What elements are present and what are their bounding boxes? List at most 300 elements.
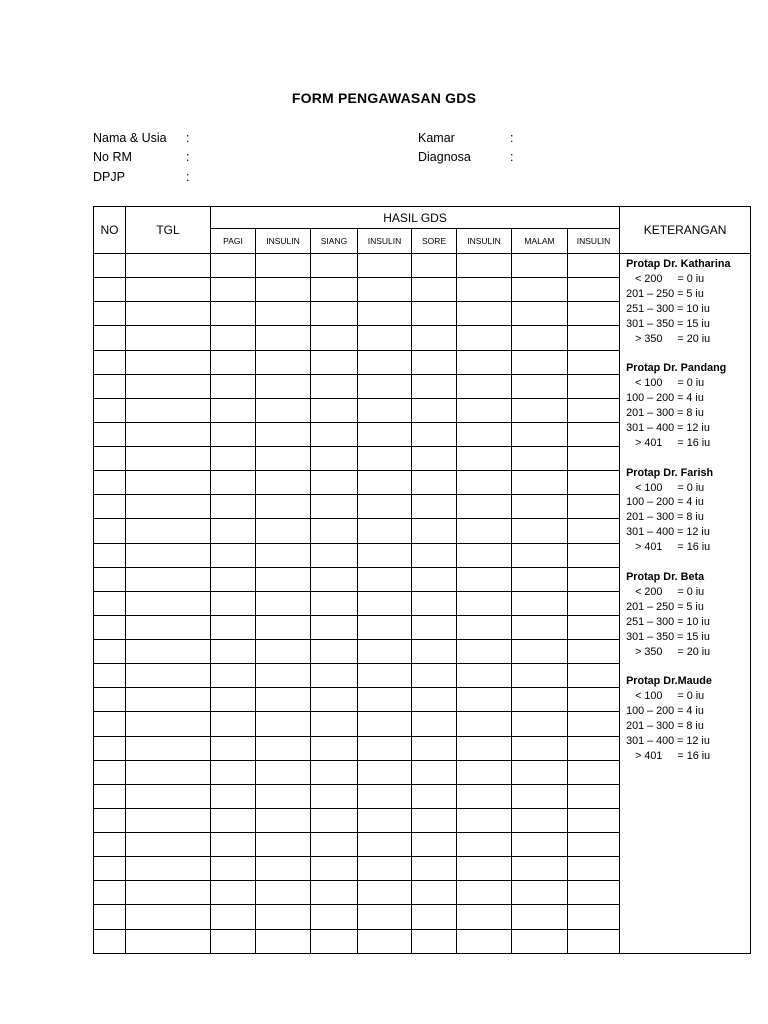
cell-insulin-siang[interactable] xyxy=(358,543,412,567)
cell-insulin-pagi[interactable] xyxy=(256,374,311,398)
protocol-block xyxy=(626,257,750,346)
cell-sore[interactable] xyxy=(412,326,457,350)
cell-siang[interactable] xyxy=(311,374,358,398)
cell-insulin-pagi[interactable] xyxy=(256,591,311,615)
cell-malam[interactable] xyxy=(512,615,568,639)
cell-siang[interactable] xyxy=(311,688,358,712)
cell-insulin-malam[interactable] xyxy=(568,615,620,639)
cell-insulin-siang[interactable] xyxy=(358,326,412,350)
cell-pagi[interactable] xyxy=(211,615,256,639)
cell-insulin-malam[interactable] xyxy=(568,688,620,712)
cell-sore[interactable] xyxy=(412,495,457,519)
cell-siang[interactable] xyxy=(311,760,358,784)
cell-siang[interactable] xyxy=(311,808,358,832)
cell-pagi[interactable] xyxy=(211,326,256,350)
cell-insulin-malam[interactable] xyxy=(568,302,620,326)
cell-malam[interactable] xyxy=(512,398,568,422)
cell-no[interactable] xyxy=(94,326,126,350)
cell-insulin-sore[interactable] xyxy=(457,447,512,471)
cell-insulin-malam[interactable] xyxy=(568,640,620,664)
cell-insulin-pagi[interactable] xyxy=(256,254,311,278)
cell-tgl[interactable] xyxy=(126,881,211,905)
cell-malam[interactable] xyxy=(512,302,568,326)
cell-malam[interactable] xyxy=(512,929,568,954)
cell-malam[interactable] xyxy=(512,736,568,760)
cell-no[interactable] xyxy=(94,881,126,905)
cell-insulin-sore[interactable] xyxy=(457,374,512,398)
cell-insulin-malam[interactable] xyxy=(568,808,620,832)
cell-insulin-malam[interactable] xyxy=(568,712,620,736)
cell-pagi[interactable] xyxy=(211,254,256,278)
cell-no[interactable] xyxy=(94,736,126,760)
cell-sore[interactable] xyxy=(412,567,457,591)
cell-tgl[interactable] xyxy=(126,591,211,615)
cell-tgl[interactable] xyxy=(126,640,211,664)
cell-siang[interactable] xyxy=(311,326,358,350)
cell-sore[interactable] xyxy=(412,398,457,422)
cell-no[interactable] xyxy=(94,567,126,591)
cell-siang[interactable] xyxy=(311,471,358,495)
cell-siang[interactable] xyxy=(311,591,358,615)
cell-sore[interactable] xyxy=(412,712,457,736)
cell-insulin-siang[interactable] xyxy=(358,881,412,905)
cell-insulin-siang[interactable] xyxy=(358,254,412,278)
cell-sore[interactable] xyxy=(412,374,457,398)
cell-tgl[interactable] xyxy=(126,302,211,326)
cell-insulin-siang[interactable] xyxy=(358,905,412,929)
cell-insulin-siang[interactable] xyxy=(358,736,412,760)
cell-insulin-malam[interactable] xyxy=(568,519,620,543)
cell-tgl[interactable] xyxy=(126,422,211,446)
cell-insulin-malam[interactable] xyxy=(568,857,620,881)
cell-insulin-siang[interactable] xyxy=(358,760,412,784)
cell-tgl[interactable] xyxy=(126,615,211,639)
cell-siang[interactable] xyxy=(311,833,358,857)
cell-no[interactable] xyxy=(94,664,126,688)
cell-siang[interactable] xyxy=(311,567,358,591)
cell-insulin-sore[interactable] xyxy=(457,302,512,326)
cell-tgl[interactable] xyxy=(126,905,211,929)
cell-malam[interactable] xyxy=(512,833,568,857)
cell-insulin-malam[interactable] xyxy=(568,833,620,857)
cell-sore[interactable] xyxy=(412,808,457,832)
cell-siang[interactable] xyxy=(311,857,358,881)
cell-insulin-siang[interactable] xyxy=(358,615,412,639)
cell-sore[interactable] xyxy=(412,519,457,543)
cell-malam[interactable] xyxy=(512,760,568,784)
cell-insulin-pagi[interactable] xyxy=(256,736,311,760)
cell-insulin-pagi[interactable] xyxy=(256,712,311,736)
cell-siang[interactable] xyxy=(311,495,358,519)
cell-malam[interactable] xyxy=(512,447,568,471)
cell-pagi[interactable] xyxy=(211,302,256,326)
cell-no[interactable] xyxy=(94,543,126,567)
cell-insulin-pagi[interactable] xyxy=(256,422,311,446)
cell-malam[interactable] xyxy=(512,640,568,664)
cell-insulin-pagi[interactable] xyxy=(256,857,311,881)
cell-tgl[interactable] xyxy=(126,495,211,519)
cell-tgl[interactable] xyxy=(126,254,211,278)
cell-pagi[interactable] xyxy=(211,519,256,543)
cell-insulin-siang[interactable] xyxy=(358,591,412,615)
cell-insulin-siang[interactable] xyxy=(358,398,412,422)
cell-insulin-pagi[interactable] xyxy=(256,326,311,350)
cell-insulin-siang[interactable] xyxy=(358,471,412,495)
cell-pagi[interactable] xyxy=(211,784,256,808)
field-no-rm[interactable] xyxy=(93,150,373,166)
cell-no[interactable] xyxy=(94,929,126,954)
cell-siang[interactable] xyxy=(311,640,358,664)
cell-pagi[interactable] xyxy=(211,278,256,302)
cell-malam[interactable] xyxy=(512,905,568,929)
cell-tgl[interactable] xyxy=(126,688,211,712)
cell-siang[interactable] xyxy=(311,615,358,639)
cell-insulin-siang[interactable] xyxy=(358,374,412,398)
cell-insulin-sore[interactable] xyxy=(457,471,512,495)
cell-malam[interactable] xyxy=(512,278,568,302)
cell-insulin-malam[interactable] xyxy=(568,254,620,278)
cell-malam[interactable] xyxy=(512,567,568,591)
cell-insulin-pagi[interactable] xyxy=(256,350,311,374)
cell-sore[interactable] xyxy=(412,857,457,881)
cell-siang[interactable] xyxy=(311,398,358,422)
protocol-dose-line: < 200 = 0 iu xyxy=(626,585,705,598)
cell-insulin-malam[interactable] xyxy=(568,567,620,591)
cell-siang[interactable] xyxy=(311,302,358,326)
cell-no[interactable] xyxy=(94,808,126,832)
cell-no[interactable] xyxy=(94,495,126,519)
cell-insulin-pagi[interactable] xyxy=(256,495,311,519)
cell-insulin-pagi[interactable] xyxy=(256,447,311,471)
cell-malam[interactable] xyxy=(512,543,568,567)
cell-tgl[interactable] xyxy=(126,350,211,374)
cell-insulin-sore[interactable] xyxy=(457,929,512,954)
cell-insulin-siang[interactable] xyxy=(358,302,412,326)
cell-malam[interactable] xyxy=(512,857,568,881)
cell-malam[interactable] xyxy=(512,881,568,905)
cell-insulin-malam[interactable] xyxy=(568,374,620,398)
cell-insulin-sore[interactable] xyxy=(457,591,512,615)
cell-tgl[interactable] xyxy=(126,278,211,302)
cell-siang[interactable] xyxy=(311,881,358,905)
cell-pagi[interactable] xyxy=(211,664,256,688)
cell-insulin-siang[interactable] xyxy=(358,688,412,712)
cell-no[interactable] xyxy=(94,833,126,857)
cell-pagi[interactable] xyxy=(211,640,256,664)
cell-insulin-pagi[interactable] xyxy=(256,398,311,422)
cell-pagi[interactable] xyxy=(211,857,256,881)
cell-insulin-siang[interactable] xyxy=(358,519,412,543)
cell-tgl[interactable] xyxy=(126,543,211,567)
cell-siang[interactable] xyxy=(311,422,358,446)
cell-no[interactable] xyxy=(94,640,126,664)
cell-pagi[interactable] xyxy=(211,905,256,929)
cell-insulin-pagi[interactable] xyxy=(256,808,311,832)
cell-sore[interactable] xyxy=(412,881,457,905)
cell-tgl[interactable] xyxy=(126,326,211,350)
cell-no[interactable] xyxy=(94,615,126,639)
cell-insulin-sore[interactable] xyxy=(457,881,512,905)
cell-insulin-pagi[interactable] xyxy=(256,760,311,784)
cell-pagi[interactable] xyxy=(211,543,256,567)
cell-insulin-pagi[interactable] xyxy=(256,784,311,808)
cell-insulin-siang[interactable] xyxy=(358,495,412,519)
cell-insulin-sore[interactable] xyxy=(457,278,512,302)
cell-no[interactable] xyxy=(94,447,126,471)
cell-pagi[interactable] xyxy=(211,688,256,712)
cell-malam[interactable] xyxy=(512,326,568,350)
cell-insulin-sore[interactable] xyxy=(457,905,512,929)
cell-no[interactable] xyxy=(94,398,126,422)
cell-insulin-sore[interactable] xyxy=(457,398,512,422)
cell-malam[interactable] xyxy=(512,422,568,446)
cell-pagi[interactable] xyxy=(211,760,256,784)
cell-insulin-malam[interactable] xyxy=(568,591,620,615)
cell-insulin-malam[interactable] xyxy=(568,447,620,471)
cell-malam[interactable] xyxy=(512,519,568,543)
cell-sore[interactable] xyxy=(412,447,457,471)
cell-pagi[interactable] xyxy=(211,929,256,954)
cell-no[interactable] xyxy=(94,471,126,495)
cell-insulin-sore[interactable] xyxy=(457,326,512,350)
cell-sore[interactable] xyxy=(412,736,457,760)
cell-insulin-pagi[interactable] xyxy=(256,664,311,688)
cell-siang[interactable] xyxy=(311,905,358,929)
cell-insulin-sore[interactable] xyxy=(457,254,512,278)
cell-pagi[interactable] xyxy=(211,447,256,471)
cell-sore[interactable] xyxy=(412,640,457,664)
cell-siang[interactable] xyxy=(311,784,358,808)
cell-insulin-malam[interactable] xyxy=(568,881,620,905)
cell-pagi[interactable] xyxy=(211,471,256,495)
cell-sore[interactable] xyxy=(412,905,457,929)
cell-insulin-malam[interactable] xyxy=(568,736,620,760)
cell-tgl[interactable] xyxy=(126,374,211,398)
cell-siang[interactable] xyxy=(311,929,358,954)
cell-malam[interactable] xyxy=(512,664,568,688)
cell-siang[interactable] xyxy=(311,712,358,736)
cell-insulin-malam[interactable] xyxy=(568,326,620,350)
cell-insulin-malam[interactable] xyxy=(568,278,620,302)
cell-insulin-malam[interactable] xyxy=(568,398,620,422)
cell-tgl[interactable] xyxy=(126,833,211,857)
cell-no[interactable] xyxy=(94,591,126,615)
cell-tgl[interactable] xyxy=(126,519,211,543)
cell-insulin-pagi[interactable] xyxy=(256,543,311,567)
cell-insulin-sore[interactable] xyxy=(457,422,512,446)
cell-insulin-siang[interactable] xyxy=(358,447,412,471)
cell-siang[interactable] xyxy=(311,350,358,374)
cell-insulin-sore[interactable] xyxy=(457,519,512,543)
cell-no[interactable] xyxy=(94,857,126,881)
cell-insulin-sore[interactable] xyxy=(457,640,512,664)
cell-pagi[interactable] xyxy=(211,398,256,422)
cell-insulin-pagi[interactable] xyxy=(256,881,311,905)
cell-tgl[interactable] xyxy=(126,808,211,832)
cell-malam[interactable] xyxy=(512,495,568,519)
cell-malam[interactable] xyxy=(512,688,568,712)
cell-insulin-sore[interactable] xyxy=(457,857,512,881)
cell-insulin-malam[interactable] xyxy=(568,422,620,446)
cell-insulin-sore[interactable] xyxy=(457,736,512,760)
cell-insulin-siang[interactable] xyxy=(358,664,412,688)
cell-malam[interactable] xyxy=(512,784,568,808)
cell-no[interactable] xyxy=(94,519,126,543)
cell-insulin-pagi[interactable] xyxy=(256,929,311,954)
cell-siang[interactable] xyxy=(311,664,358,688)
cell-insulin-pagi[interactable] xyxy=(256,302,311,326)
cell-malam[interactable] xyxy=(512,712,568,736)
cell-tgl[interactable] xyxy=(126,398,211,422)
cell-sore[interactable] xyxy=(412,615,457,639)
cell-insulin-malam[interactable] xyxy=(568,495,620,519)
cell-tgl[interactable] xyxy=(126,736,211,760)
cell-sore[interactable] xyxy=(412,543,457,567)
cell-no[interactable] xyxy=(94,374,126,398)
cell-pagi[interactable] xyxy=(211,591,256,615)
cell-insulin-sore[interactable] xyxy=(457,760,512,784)
cell-sore[interactable] xyxy=(412,784,457,808)
cell-sore[interactable] xyxy=(412,302,457,326)
cell-insulin-sore[interactable] xyxy=(457,784,512,808)
cell-no[interactable] xyxy=(94,254,126,278)
cell-insulin-sore[interactable] xyxy=(457,833,512,857)
cell-sore[interactable] xyxy=(412,833,457,857)
cell-pagi[interactable] xyxy=(211,808,256,832)
cell-insulin-pagi[interactable] xyxy=(256,905,311,929)
cell-siang[interactable] xyxy=(311,278,358,302)
cell-malam[interactable] xyxy=(512,350,568,374)
cell-insulin-siang[interactable] xyxy=(358,929,412,954)
cell-tgl[interactable] xyxy=(126,447,211,471)
cell-tgl[interactable] xyxy=(126,567,211,591)
cell-malam[interactable] xyxy=(512,591,568,615)
cell-no[interactable] xyxy=(94,688,126,712)
cell-insulin-sore[interactable] xyxy=(457,615,512,639)
cell-insulin-siang[interactable] xyxy=(358,640,412,664)
col-header-sore: SORE xyxy=(412,229,457,254)
field-nama-usia[interactable] xyxy=(93,131,373,147)
cell-insulin-siang[interactable] xyxy=(358,567,412,591)
cell-pagi[interactable] xyxy=(211,736,256,760)
cell-insulin-pagi[interactable] xyxy=(256,615,311,639)
cell-malam[interactable] xyxy=(512,808,568,832)
cell-insulin-sore[interactable] xyxy=(457,808,512,832)
cell-insulin-sore[interactable] xyxy=(457,664,512,688)
cell-pagi[interactable] xyxy=(211,374,256,398)
cell-insulin-pagi[interactable] xyxy=(256,833,311,857)
cell-sore[interactable] xyxy=(412,254,457,278)
cell-insulin-siang[interactable] xyxy=(358,808,412,832)
field-dpjp[interactable] xyxy=(93,170,373,186)
cell-sore[interactable] xyxy=(412,422,457,446)
cell-insulin-pagi[interactable] xyxy=(256,640,311,664)
cell-tgl[interactable] xyxy=(126,857,211,881)
cell-insulin-pagi[interactable] xyxy=(256,471,311,495)
cell-insulin-siang[interactable] xyxy=(358,857,412,881)
cell-tgl[interactable] xyxy=(126,929,211,954)
cell-pagi[interactable] xyxy=(211,881,256,905)
cell-insulin-pagi[interactable] xyxy=(256,567,311,591)
cell-insulin-siang[interactable] xyxy=(358,422,412,446)
cell-insulin-malam[interactable] xyxy=(568,784,620,808)
cell-siang[interactable] xyxy=(311,736,358,760)
cell-siang[interactable] xyxy=(311,519,358,543)
cell-siang[interactable] xyxy=(311,543,358,567)
cell-insulin-sore[interactable] xyxy=(457,495,512,519)
cell-insulin-siang[interactable] xyxy=(358,278,412,302)
cell-insulin-pagi[interactable] xyxy=(256,688,311,712)
cell-no[interactable] xyxy=(94,712,126,736)
cell-insulin-sore[interactable] xyxy=(457,350,512,374)
cell-insulin-malam[interactable] xyxy=(568,760,620,784)
field-colon: : xyxy=(510,131,514,145)
cell-insulin-malam[interactable] xyxy=(568,905,620,929)
cell-siang[interactable] xyxy=(311,447,358,471)
cell-pagi[interactable] xyxy=(211,350,256,374)
cell-pagi[interactable] xyxy=(211,422,256,446)
cell-no[interactable] xyxy=(94,302,126,326)
cell-tgl[interactable] xyxy=(126,784,211,808)
cell-tgl[interactable] xyxy=(126,712,211,736)
cell-no[interactable] xyxy=(94,422,126,446)
cell-sore[interactable] xyxy=(412,278,457,302)
cell-malam[interactable] xyxy=(512,374,568,398)
cell-no[interactable] xyxy=(94,760,126,784)
protocol-block xyxy=(626,466,750,555)
cell-sore[interactable] xyxy=(412,664,457,688)
cell-insulin-malam[interactable] xyxy=(568,543,620,567)
cell-malam[interactable] xyxy=(512,471,568,495)
cell-insulin-malam[interactable] xyxy=(568,350,620,374)
field-diagnosa[interactable] xyxy=(418,150,718,166)
cell-sore[interactable] xyxy=(412,929,457,954)
cell-insulin-sore[interactable] xyxy=(457,688,512,712)
cell-insulin-sore[interactable] xyxy=(457,712,512,736)
cell-insulin-pagi[interactable] xyxy=(256,519,311,543)
cell-insulin-siang[interactable] xyxy=(358,350,412,374)
cell-tgl[interactable] xyxy=(126,760,211,784)
cell-malam[interactable] xyxy=(512,254,568,278)
cell-insulin-siang[interactable] xyxy=(358,833,412,857)
cell-insulin-malam[interactable] xyxy=(568,929,620,954)
cell-pagi[interactable] xyxy=(211,833,256,857)
cell-pagi[interactable] xyxy=(211,712,256,736)
cell-pagi[interactable] xyxy=(211,567,256,591)
cell-tgl[interactable] xyxy=(126,664,211,688)
cell-tgl[interactable] xyxy=(126,471,211,495)
cell-no[interactable] xyxy=(94,784,126,808)
cell-no[interactable] xyxy=(94,350,126,374)
cell-insulin-malam[interactable] xyxy=(568,664,620,688)
cell-sore[interactable] xyxy=(412,688,457,712)
cell-insulin-siang[interactable] xyxy=(358,784,412,808)
cell-sore[interactable] xyxy=(412,350,457,374)
cell-insulin-siang[interactable] xyxy=(358,712,412,736)
cell-no[interactable] xyxy=(94,905,126,929)
cell-insulin-pagi[interactable] xyxy=(256,278,311,302)
cell-insulin-sore[interactable] xyxy=(457,567,512,591)
cell-no[interactable] xyxy=(94,278,126,302)
cell-insulin-sore[interactable] xyxy=(457,543,512,567)
cell-siang[interactable] xyxy=(311,254,358,278)
cell-sore[interactable] xyxy=(412,760,457,784)
cell-sore[interactable] xyxy=(412,591,457,615)
cell-pagi[interactable] xyxy=(211,495,256,519)
field-kamar[interactable] xyxy=(418,131,718,147)
cell-sore[interactable] xyxy=(412,471,457,495)
cell-insulin-malam[interactable] xyxy=(568,471,620,495)
